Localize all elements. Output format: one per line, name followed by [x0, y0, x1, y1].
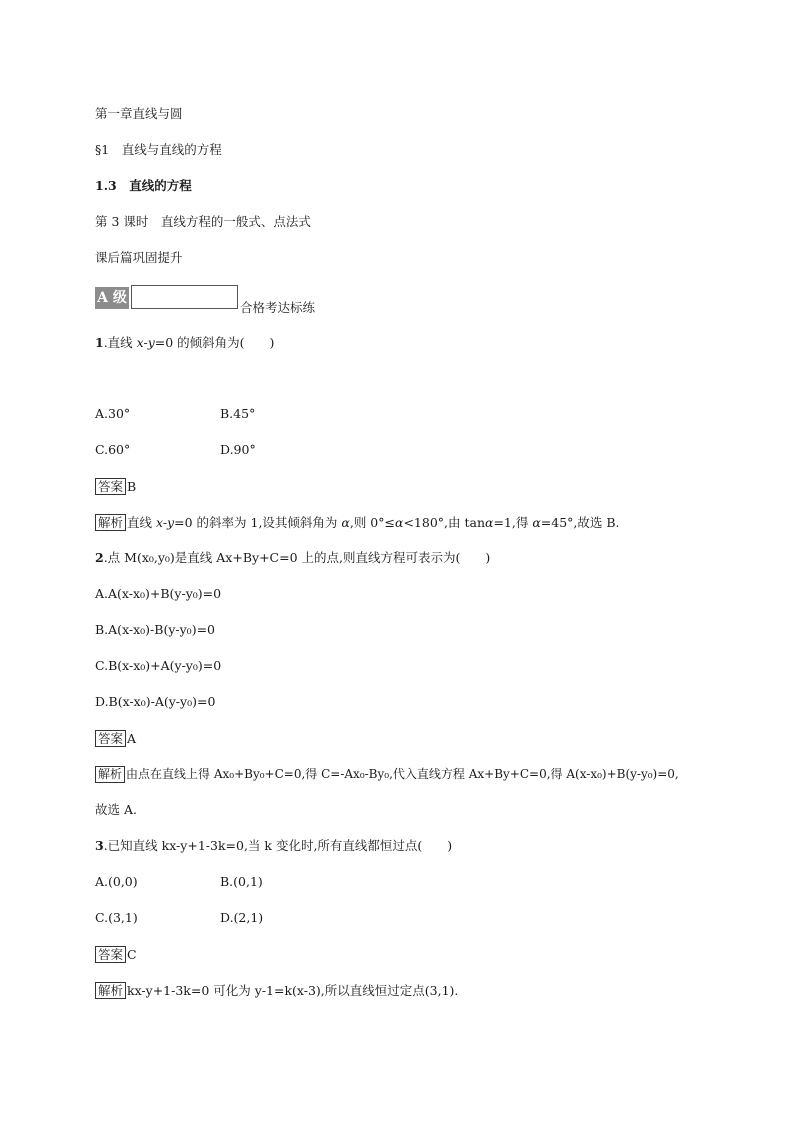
answer-label: 答案 — [95, 478, 126, 495]
answer-label: 答案 — [95, 946, 126, 963]
level-title: 合格考达标练 — [240, 300, 316, 315]
q2-analysis: 解析 由点在直线上得 Ax₀+By₀+C=0,得 C=-Ax₀-By₀,代入直线方程 Ax+By+C=0,得 A(x-x₀)+B(y-y₀)=0, — [95, 766, 679, 783]
q2-analysis-cont: 故选 A. — [95, 802, 137, 817]
answer-label: 答案 — [95, 730, 126, 747]
part-title: 课后篇巩固提升 — [95, 250, 183, 265]
q1-option-b: B.45° — [220, 406, 256, 421]
question-3-stem: 3.已知直线 kx-y+1-3k=0,当 k 变化时,所有直线都恒过点( ) — [95, 838, 453, 853]
q3-answer: 答案 C — [95, 946, 137, 963]
question-2-stem: 2.点 M(x₀,y₀)是直线 Ax+By+C=0 上的点,则直线方程可表示为( ) — [95, 550, 491, 565]
level-badge: A 级 — [95, 287, 129, 309]
q3-analysis: 解析 kx-y+1-3k=0 可化为 y-1=k(x-3),所以直线恒过定点(3,1). — [95, 982, 458, 999]
subsection-title: 1.3 直线的方程 — [95, 178, 192, 193]
q3-option-b: B.(0,1) — [220, 874, 263, 889]
question-1-stem: 1.直线 x-y=0 的倾斜角为( ) — [95, 335, 275, 350]
q2-answer: 答案 A — [95, 730, 136, 747]
lesson-title: 第 3 课时 直线方程的一般式、点法式 — [95, 214, 311, 229]
q2-option-a: A.A(x-x₀)+B(y-y₀)=0 — [95, 586, 222, 601]
chapter-title: 第一章直线与圆 — [95, 106, 183, 121]
analysis-label: 解析 — [95, 982, 126, 999]
q2-option-b: B.A(x-x₀)-B(y-y₀)=0 — [95, 622, 216, 637]
q1-option-c: C.60° — [95, 442, 131, 457]
q1-answer: 答案 B — [95, 478, 136, 495]
level-box — [131, 285, 238, 309]
q3-option-a: A.(0,0) — [95, 874, 138, 889]
analysis-label: 解析 — [95, 766, 125, 783]
q2-option-c: C.B(x-x₀)+A(y-y₀)=0 — [95, 658, 222, 673]
q3-option-c: C.(3,1) — [95, 910, 138, 925]
q3-option-d: D.(2,1) — [220, 910, 264, 925]
q2-option-d: D.B(x-x₀)-A(y-y₀)=0 — [95, 694, 216, 709]
q1-option-a: A.30° — [95, 406, 131, 421]
analysis-label: 解析 — [95, 514, 126, 531]
section-title: §1 直线与直线的方程 — [95, 142, 222, 157]
q1-analysis: 解析 直线 x-y=0 的斜率为 1,设其倾斜角为 α,则 0°≤α<180°,由 tanα=1,得 α=45°,故选 B. — [95, 514, 620, 531]
q1-option-d: D.90° — [220, 442, 256, 457]
